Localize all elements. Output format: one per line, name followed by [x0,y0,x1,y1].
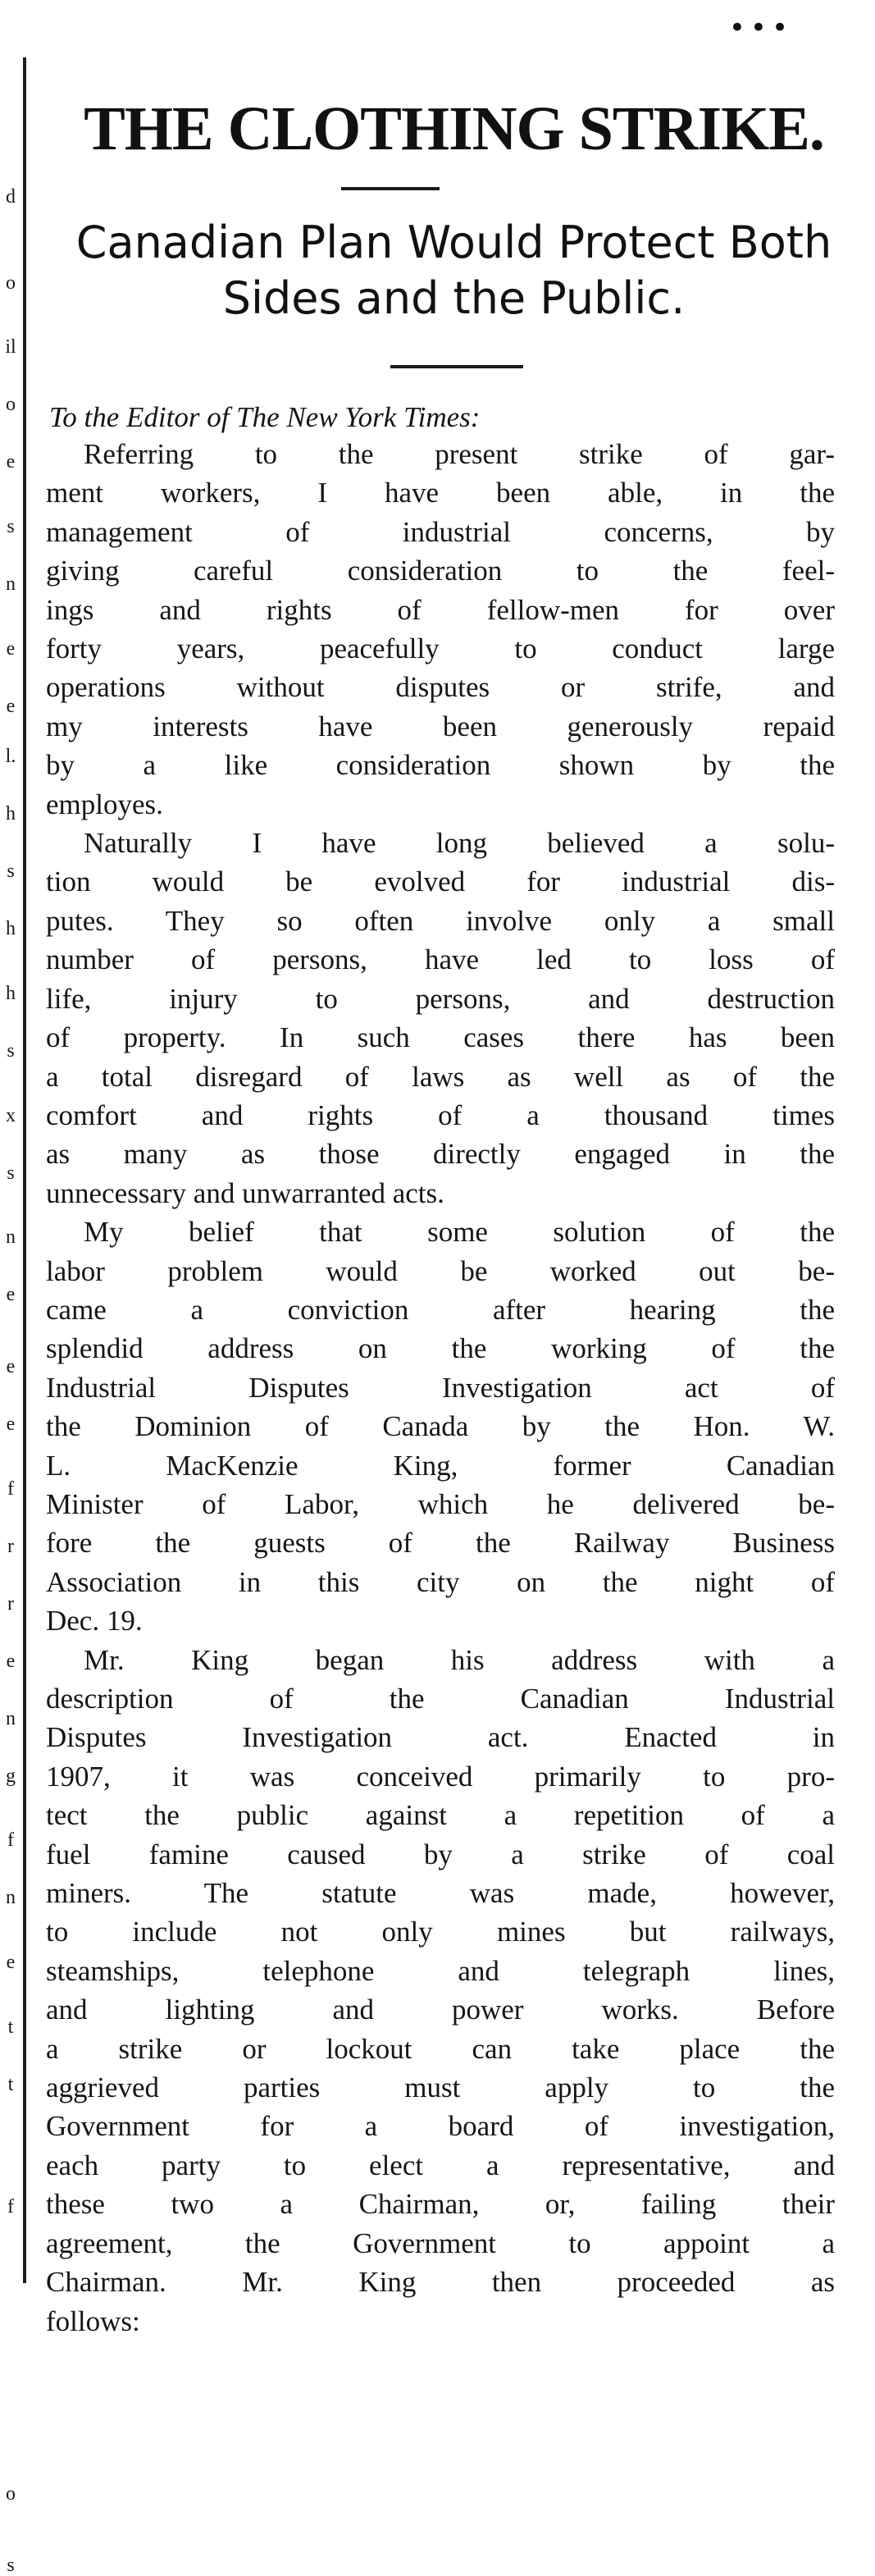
article-line: Naturally I have long believed a solu- [84,827,835,860]
dateline: To the Editor of The New York Times: [49,401,481,433]
article-line: came a conviction after hearing the [46,1293,835,1326]
article-line: Mr. King began his address with a [84,1643,835,1676]
column-fragment-letter: s [7,1162,15,1184]
article-line: fuel famine caused by a strike of coal [46,1838,835,1870]
article-body [46,435,835,2341]
column-fragment-letter: t [7,2016,14,2038]
article-line: each party to elect a representative, and [46,2149,835,2181]
column-fragment-letter: e [6,1355,16,1377]
article-line: life, injury to persons, and destruction [46,982,835,1015]
article-line: tect the public against a repetition of a [46,1799,835,1832]
article-paragraph [46,1213,835,1640]
column-fragment-letter: e [6,1952,16,1973]
article-line: by a like consideration shown by the [46,749,835,782]
column-fragment-letter: e [6,695,16,717]
column-fragment-letter: o [6,2482,16,2505]
article-line: follows: [46,2304,140,2337]
column-fragment-letter: h [6,918,16,939]
column-fragment-letter: s [7,1039,15,1062]
article-line: tion would be evolved for industrial dis- [46,866,835,898]
article-line: agreement, the Government to appoint a [46,2227,835,2259]
column-rule [23,57,26,2283]
column-fragment-letter: o [6,272,16,294]
column-fragment-letter: r [7,1535,14,1557]
article-line: Government for a board of investigation, [46,2110,835,2143]
column-fragment-letter: s [7,2555,15,2576]
article-line: ment workers, I have been able, in the [46,477,835,509]
article-line: description of the Canadian Industrial [46,1683,835,1715]
article-line: of property. In such cases there has been [46,1021,835,1054]
article-line: aggrieved parties must apply to the [46,2071,835,2104]
article-line: My belief that some solution of the [84,1216,835,1249]
subheadline-divider [390,365,523,368]
column-fragment-letter: x [6,1104,16,1126]
subheadline: Canadian Plan Would Protect Both Sides and the Public. [75,217,832,324]
article-line: my interests have been generously repaid [46,710,835,742]
article-paragraph [46,1641,835,2341]
article-line: steamships, telephone and telegraph lines, [46,1954,835,1987]
article-line: L. MacKenzie King, former Canadian [46,1449,835,1482]
article-line: Association in this city on the night of [46,1565,835,1598]
article-line: a total disregard of laws as well as of the [46,1060,835,1093]
article-line: splendid address on the working of the [46,1332,835,1365]
column-fragment-letter: f [7,1478,14,1500]
article-line: 1907, it was conceived primarily to pro- [46,1760,835,1793]
column-fragment-letter: h [6,982,16,1004]
article-line: comfort and rights of a thousand times [46,1098,835,1131]
column-fragment-letter: n [6,573,16,595]
column-fragment-letter: o [6,394,16,416]
article-line: Dec. 19. [46,1605,143,1637]
article-line: miners. The statute was made, however, [46,1877,835,1910]
column-fragment-letter: g [6,1765,16,1787]
article-line: these two a Chairman, or, failing their [46,2188,835,2221]
column-fragment-letter: e [6,1413,16,1435]
article-line: and lighting and power works. Before [46,1994,835,2026]
article-line: management of industrial concerns, by [46,515,835,548]
article-line: labor problem would be worked out be- [46,1254,835,1287]
article-paragraph [46,824,835,1213]
article-line: forty years, peacefully to conduct large [46,633,835,665]
column-fragment-letter: e [6,1284,16,1306]
adjacent-column-fragments [0,0,20,2576]
column-fragment-letter: t [7,2073,14,2095]
headline-divider [341,187,440,190]
article-line: number of persons, have led to loss of [46,943,835,976]
article-line: unnecessary and unwarranted acts. [46,1176,444,1209]
article-line: operations without disputes or strife, and [46,671,835,704]
column-fragment-letter: h [6,803,16,824]
column-fragment-letter: l. [5,746,16,767]
headline: THE CLOTHING STRIKE. [84,94,824,163]
article-line: Industrial Disputes Investigation act of [46,1371,835,1404]
article-line: to include not only mines but railways, [46,1916,835,1948]
column-fragment-letter: n [6,1707,16,1729]
article-line: Disputes Investigation act. Enacted in [46,1721,835,1754]
column-fragment-letter: r [7,1592,14,1615]
article-line: a strike or lockout can take place the [46,2032,835,2065]
column-fragment-letter: il [5,336,16,359]
article-line: ings and rights of fellow-men for over [46,593,835,626]
article-line: the Dominion of Canada by the Hon. W. [46,1410,835,1443]
column-fragment-letter: n [6,1226,16,1249]
column-fragment-letter: e [6,1650,16,1672]
article-line: as many as those directly engaged in the [46,1138,835,1171]
column-fragment-letter: n [6,1887,16,1909]
column-fragment-letter: e [6,451,16,473]
column-fragment-letter: d [6,185,16,208]
column-fragment-letter: s [7,861,15,882]
article-line: fore the guests of the Railway Business [46,1527,835,1560]
article-line: putes. They so often involve only a small [46,904,835,937]
article-paragraph [46,435,835,824]
article-line: Minister of Labor, which he delivered be- [46,1487,835,1520]
article-line: Chairman. Mr. King then proceeded as [46,2266,835,2299]
article-line: Referring to the present strike of gar- [84,438,835,470]
column-fragment-letter: s [7,516,15,537]
article-line: employes. [46,788,163,820]
column-fragment-letter: f [7,1829,14,1852]
column-fragment-letter: e [6,637,16,660]
column-fragment-letter: f [7,2195,14,2217]
article-line: giving careful consideration to the feel- [46,555,835,587]
ornament-dots: ••• [728,11,793,44]
